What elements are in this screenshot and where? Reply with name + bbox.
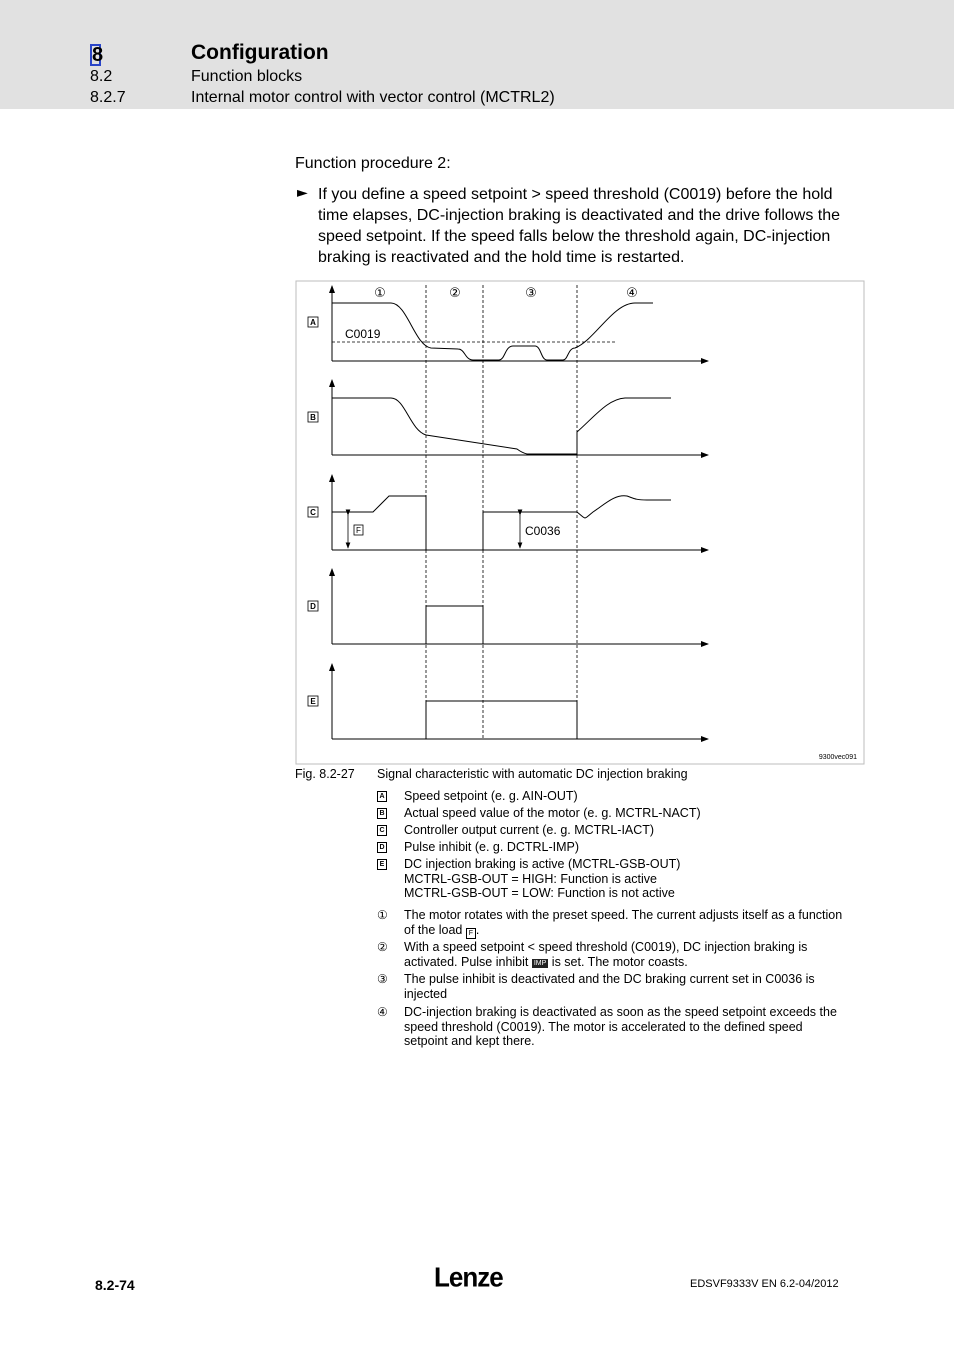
row-key-a	[308, 317, 318, 327]
svg-text:B: B	[310, 413, 316, 422]
subsection-title: Internal motor control with vector control (MCTRL2)	[191, 89, 555, 106]
svg-text:C: C	[310, 508, 316, 517]
key-d-icon: D	[377, 842, 387, 853]
bullet-text: If you define a speed setpoint > speed threshold (C0019) before the hold time elapses, DC-injection braking is deactivated and the drive follows the speed setpoint. If the speed falls below the threshold again, DC-injection braking is reactivated and the hold time is restarted.	[318, 186, 841, 266]
label-c0036: C0036	[525, 524, 561, 538]
diagram-image-id: 9300vec091	[818, 754, 857, 761]
figure-caption: Signal characteristic with automatic DC injection braking	[377, 767, 688, 781]
signal-diagram	[295, 280, 865, 765]
figure-number: Fig. 8.2-27	[295, 767, 355, 781]
marker-4-icon: ④	[377, 1005, 388, 1019]
lenze-logo: Lenze	[434, 1261, 503, 1293]
key-c-icon: C	[377, 825, 387, 836]
phase-marker-1: ①	[374, 286, 386, 301]
row-key-e	[308, 696, 318, 706]
marker-1-icon: ①	[377, 908, 388, 922]
page-number: 8.2-74	[95, 1277, 135, 1293]
chapter-title: Configuration	[191, 41, 329, 64]
imp-badge-icon: IMP	[533, 959, 547, 967]
key-a-icon: A	[377, 791, 387, 802]
load-f-icon: F	[466, 928, 476, 939]
label-f	[354, 525, 363, 535]
key-e-icon: E	[377, 859, 387, 870]
svg-text:E: E	[310, 697, 316, 706]
svg-text:D: D	[310, 602, 316, 611]
row-key-c	[308, 507, 318, 517]
document-id: EDSVF9333V EN 6.2-04/2012	[690, 1278, 839, 1290]
phase-marker-3: ③	[525, 286, 537, 301]
svg-text:F: F	[356, 526, 361, 535]
row-key-b	[308, 412, 318, 422]
intro-text: Function procedure 2:	[295, 155, 451, 172]
svg-text:A: A	[310, 318, 316, 327]
label-c0019: C0019	[345, 327, 381, 341]
chapter-number: 8	[92, 44, 104, 66]
diagram-frame	[296, 281, 864, 764]
subsection-number: 8.2.7	[90, 89, 126, 106]
section-number: 8.2	[90, 68, 113, 85]
marker-3-icon: ③	[377, 972, 388, 986]
phase-marker-2: ②	[449, 286, 461, 301]
bullet-marker-icon: ►	[297, 185, 308, 201]
row-key-d	[308, 601, 318, 611]
marker-2-icon: ②	[377, 940, 388, 954]
key-b-icon: B	[377, 808, 387, 819]
section-title: Function blocks	[191, 68, 303, 85]
phase-marker-4: ④	[626, 286, 638, 301]
